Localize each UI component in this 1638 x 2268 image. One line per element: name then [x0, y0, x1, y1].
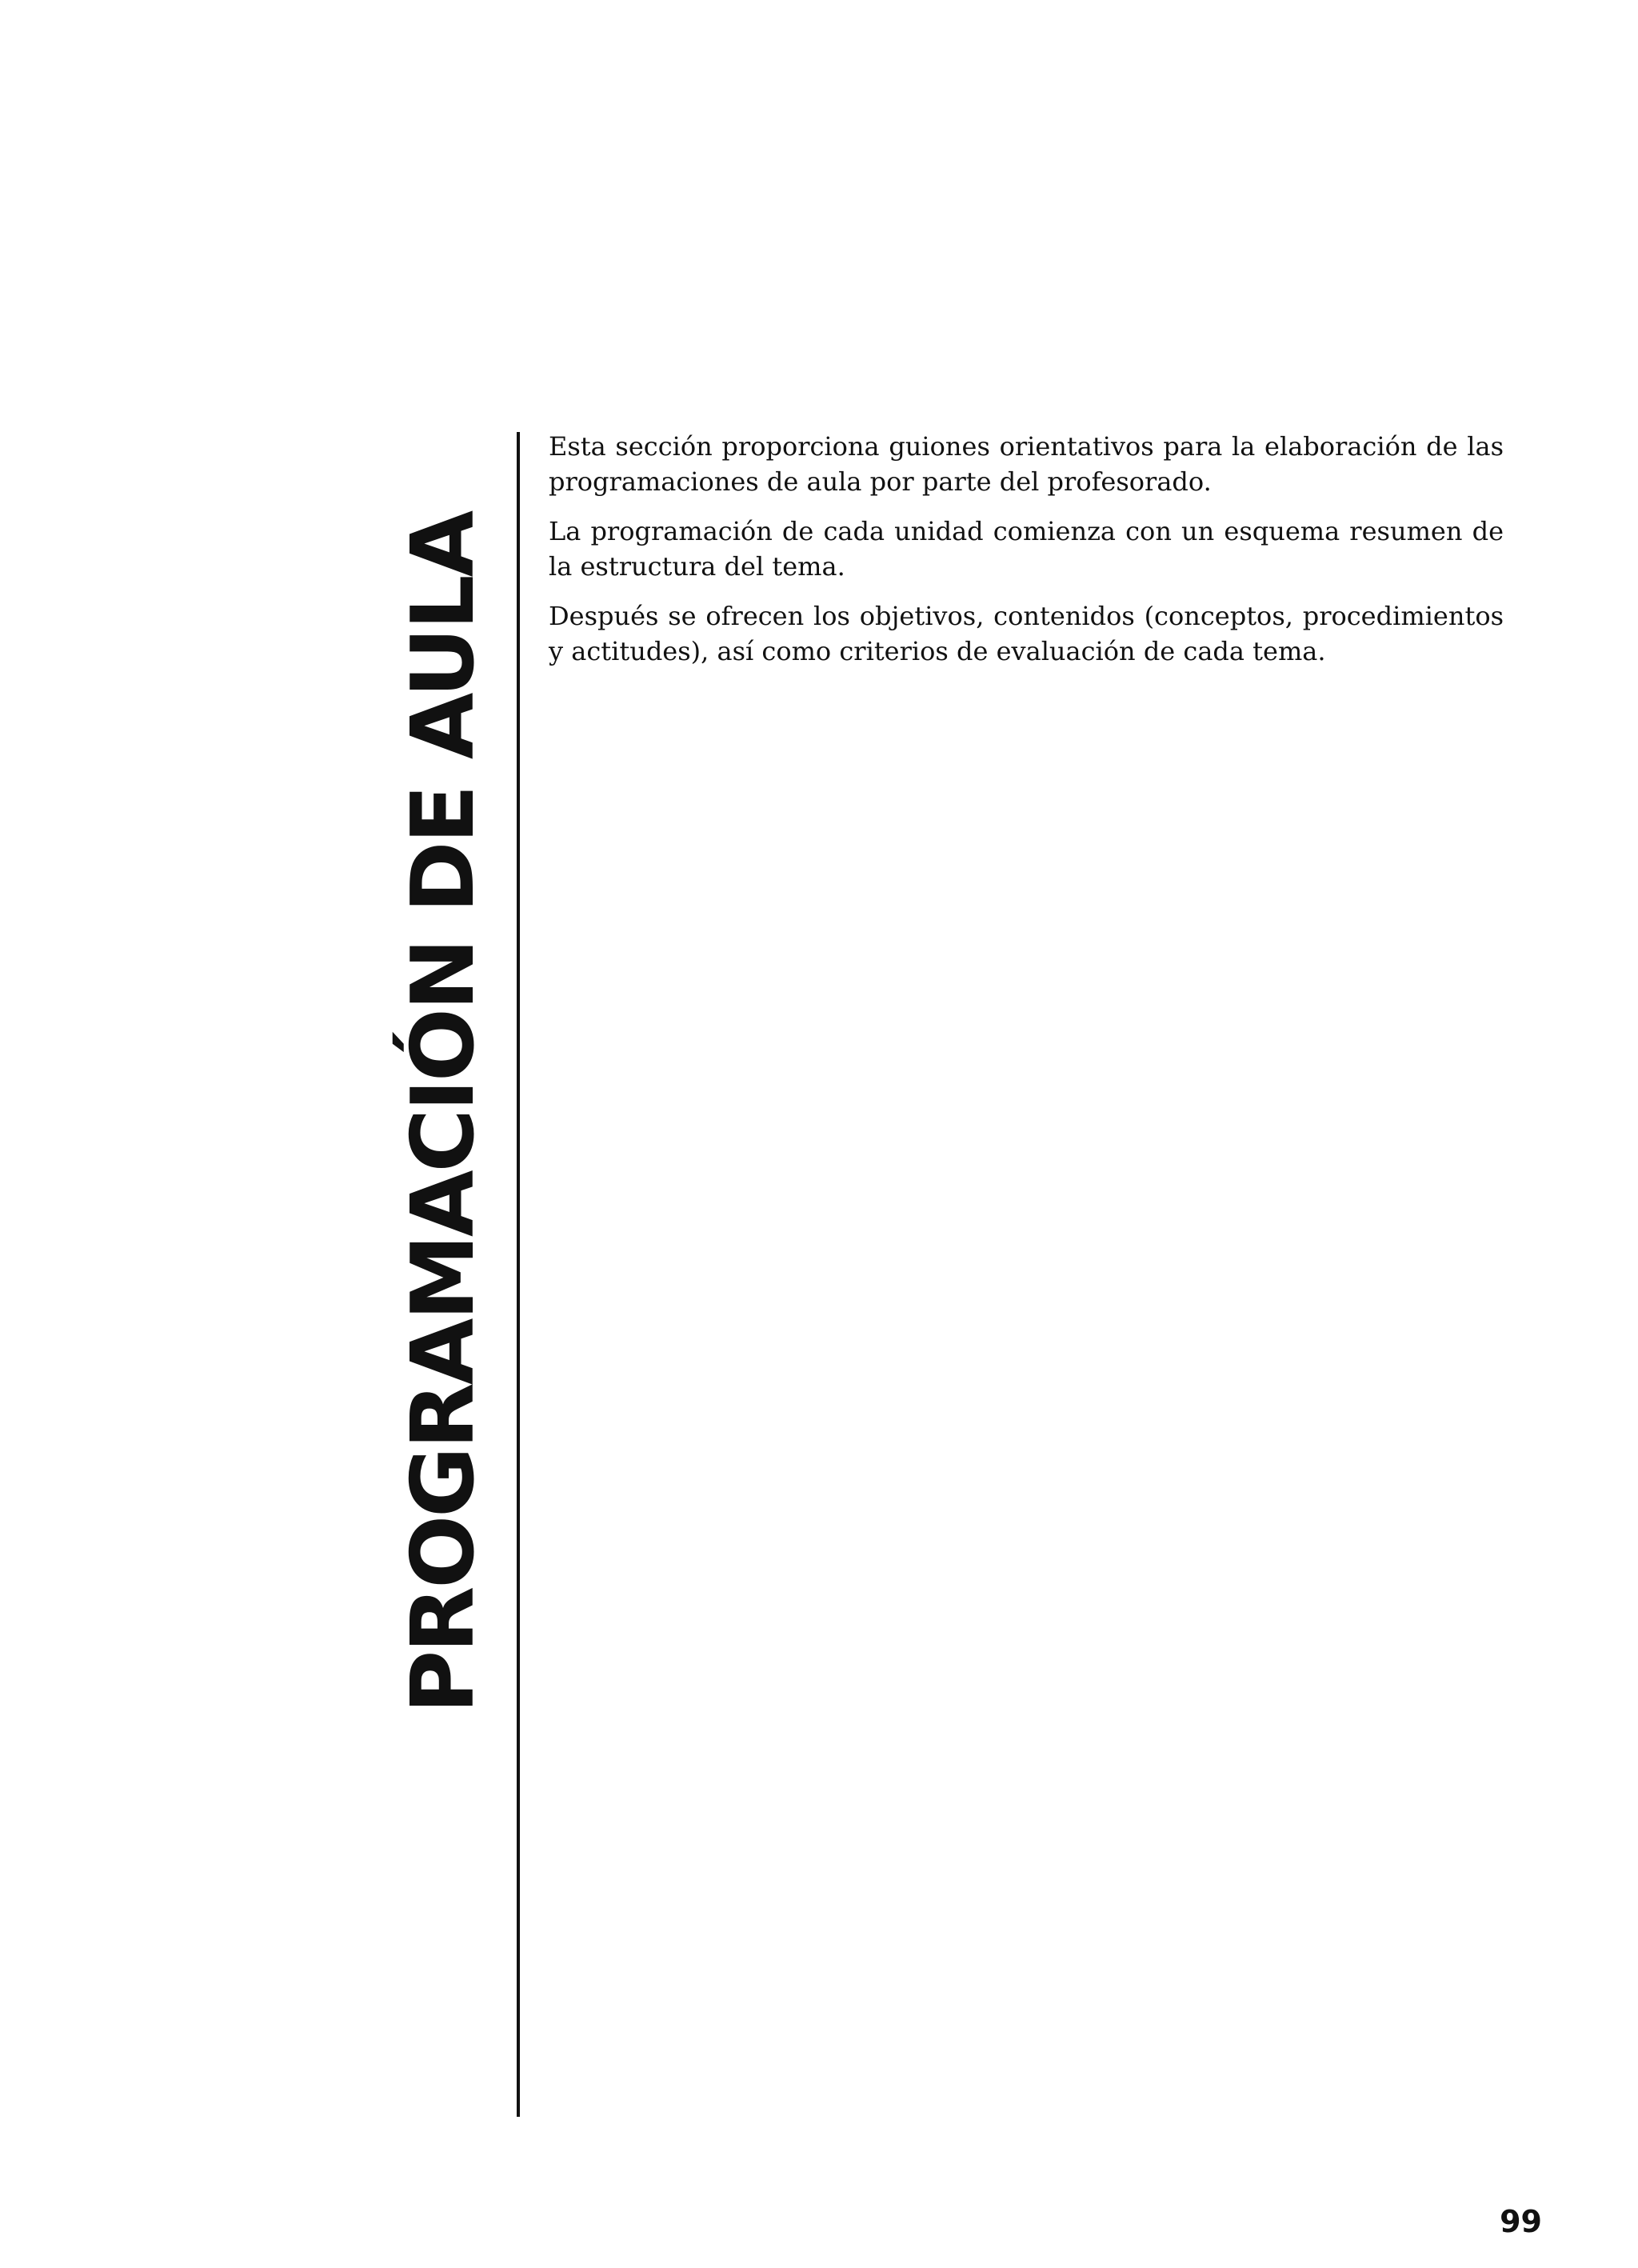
section-title: PROGRAMACIÓN DE AULA: [394, 512, 493, 1714]
intro-text-block: [549, 429, 1504, 683]
page-number: 99: [1500, 2204, 1542, 2239]
section-title-block: [394, 434, 493, 1714]
vertical-divider: [517, 432, 520, 2117]
paragraph-1: Esta sección proporciona guiones orientativos para la elaboración de las programaciones de aula por parte del profesorado.: [549, 431, 1504, 497]
paragraph-2: La programación de cada unidad comienza con un esquema resumen de la estructura del tema.: [549, 516, 1504, 582]
paragraph-3: Después se ofrecen los objetivos, contenidos (conceptos, procedimientos y actitudes), así como criterios de evaluación de cada tema.: [549, 601, 1504, 666]
